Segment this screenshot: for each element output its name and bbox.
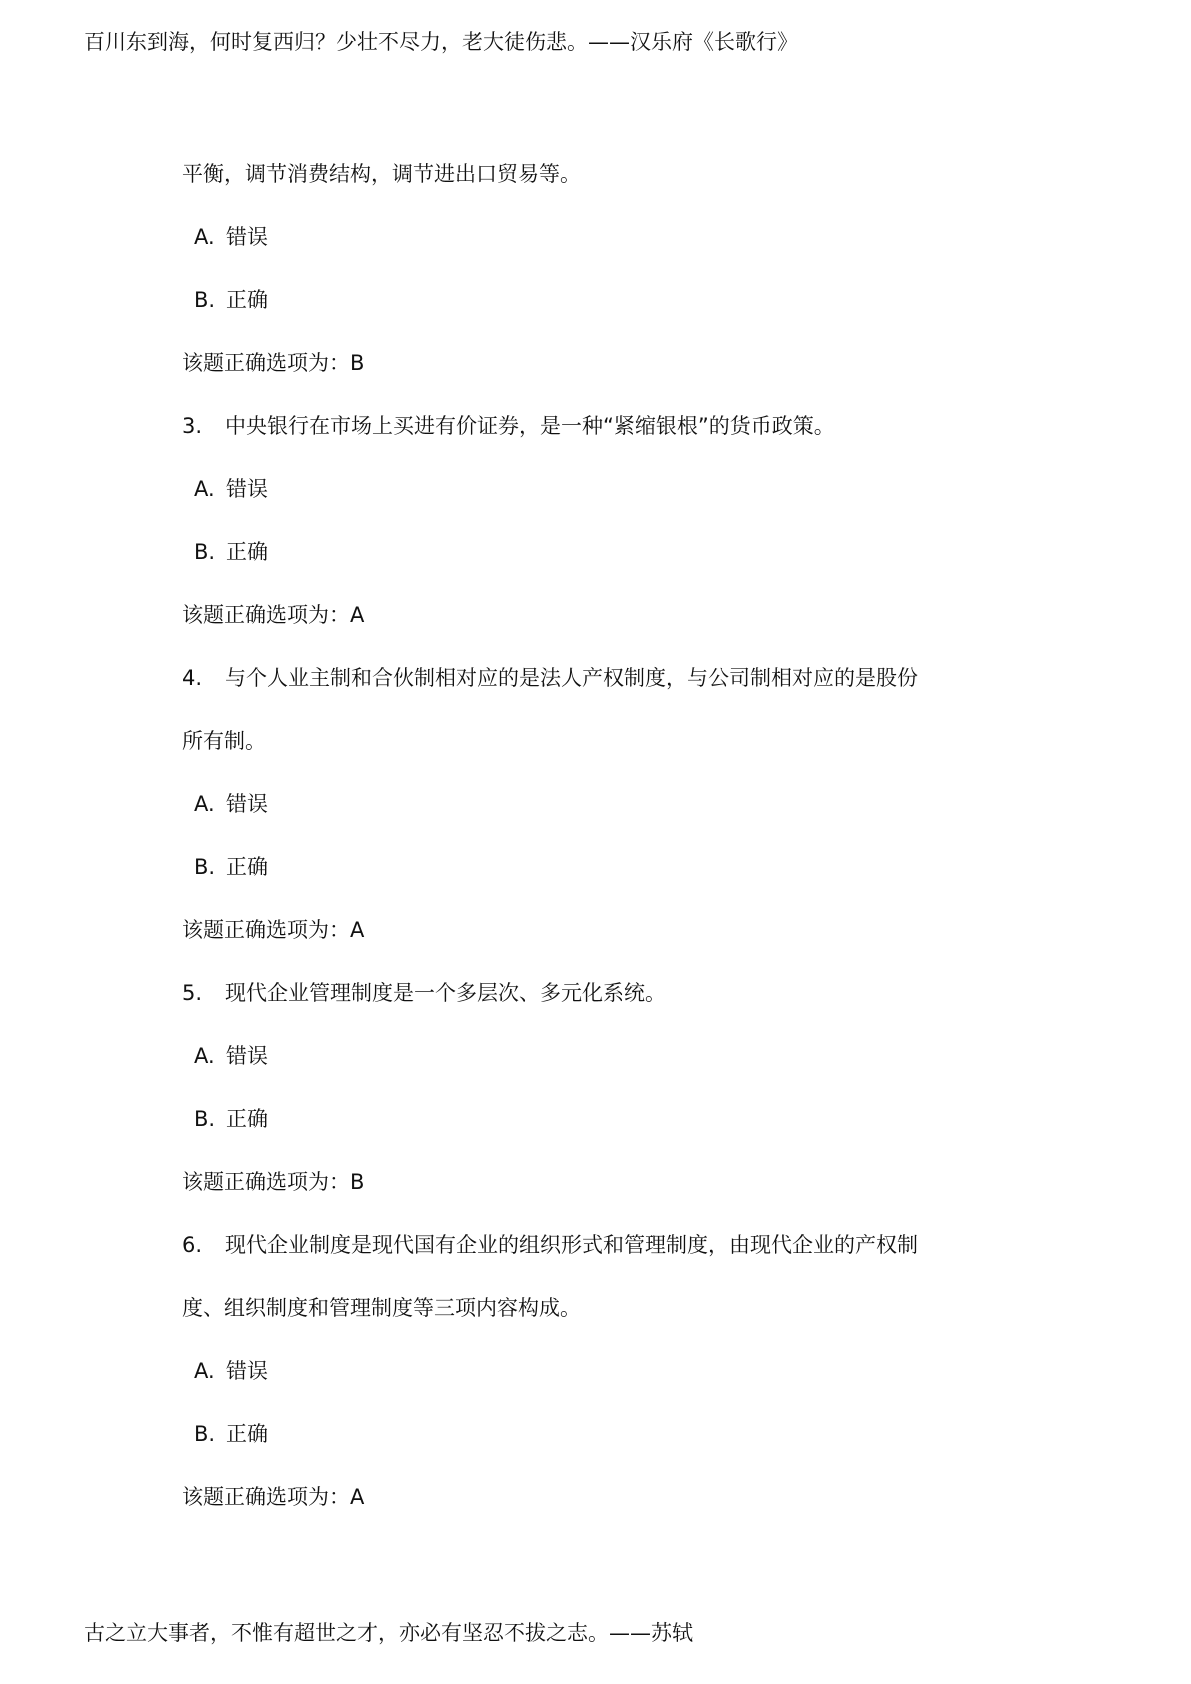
q3-option-b	[194, 536, 268, 568]
q6-option-b	[194, 1418, 268, 1450]
q5-answer: 该题正确选项为：B	[182, 1170, 365, 1194]
option-letter: A.	[194, 477, 215, 501]
q2-text-continuation: 平衡，调节消费结构，调节进出口贸易等。	[182, 162, 581, 186]
option-letter: A.	[194, 225, 215, 249]
option-text: 错误	[226, 1359, 268, 1383]
q3-option-a	[194, 473, 268, 505]
question-text: 现代企业管理制度是一个多层次、多元化系统。	[225, 981, 666, 1005]
q4-question-continuation: 所有制。	[182, 729, 266, 753]
q2-option-b	[194, 284, 268, 316]
option-letter: A.	[194, 792, 215, 816]
option-text: 错误	[226, 792, 268, 816]
q3-answer: 该题正确选项为：A	[182, 603, 365, 627]
q2-answer: 该题正确选项为：B	[182, 351, 365, 375]
q5-option-a	[194, 1040, 268, 1072]
q5-option-b	[194, 1103, 268, 1135]
option-letter: B.	[194, 1422, 216, 1446]
q4-option-a	[194, 788, 268, 820]
q2-option-a	[194, 221, 268, 253]
footer-quote: 古之立大事者，不惟有超世之才，亦必有坚忍不拔之志。——苏轼	[84, 1621, 693, 1645]
question-text: 中央银行在市场上买进有价证券，是一种“紧缩银根”的货币政策。	[225, 414, 835, 438]
q3-question	[182, 410, 835, 442]
q6-answer: 该题正确选项为：A	[182, 1485, 365, 1509]
option-letter: B.	[194, 855, 216, 879]
q6-question-continuation: 度、组织制度和管理制度等三项内容构成。	[182, 1296, 581, 1320]
question-number: 3.	[182, 414, 203, 438]
option-text: 正确	[226, 288, 268, 312]
q6-question	[182, 1229, 918, 1261]
option-text: 正确	[226, 1107, 268, 1131]
question-text: 与个人业主制和合伙制相对应的是法人产权制度，与公司制相对应的是股份	[225, 666, 918, 690]
q4-option-b	[194, 851, 268, 883]
option-letter: B.	[194, 540, 216, 564]
option-text: 错误	[226, 1044, 268, 1068]
option-text: 错误	[226, 225, 268, 249]
option-text: 正确	[226, 540, 268, 564]
question-number: 6.	[182, 1233, 203, 1257]
option-letter: B.	[194, 1107, 216, 1131]
option-text: 错误	[226, 477, 268, 501]
q6-option-a	[194, 1355, 268, 1387]
option-text: 正确	[226, 1422, 268, 1446]
option-letter: B.	[194, 288, 216, 312]
option-letter: A.	[194, 1044, 215, 1068]
q5-question	[182, 977, 666, 1009]
q4-answer: 该题正确选项为：A	[182, 918, 365, 942]
q4-question	[182, 662, 918, 694]
option-letter: A.	[194, 1359, 215, 1383]
question-number: 5.	[182, 981, 203, 1005]
header-quote: 百川东到海，何时复西归？少壮不尽力，老大徒伤悲。——汉乐府《长歌行》	[84, 30, 798, 54]
option-text: 正确	[226, 855, 268, 879]
question-number: 4.	[182, 666, 203, 690]
question-text: 现代企业制度是现代国有企业的组织形式和管理制度，由现代企业的产权制	[225, 1233, 918, 1257]
